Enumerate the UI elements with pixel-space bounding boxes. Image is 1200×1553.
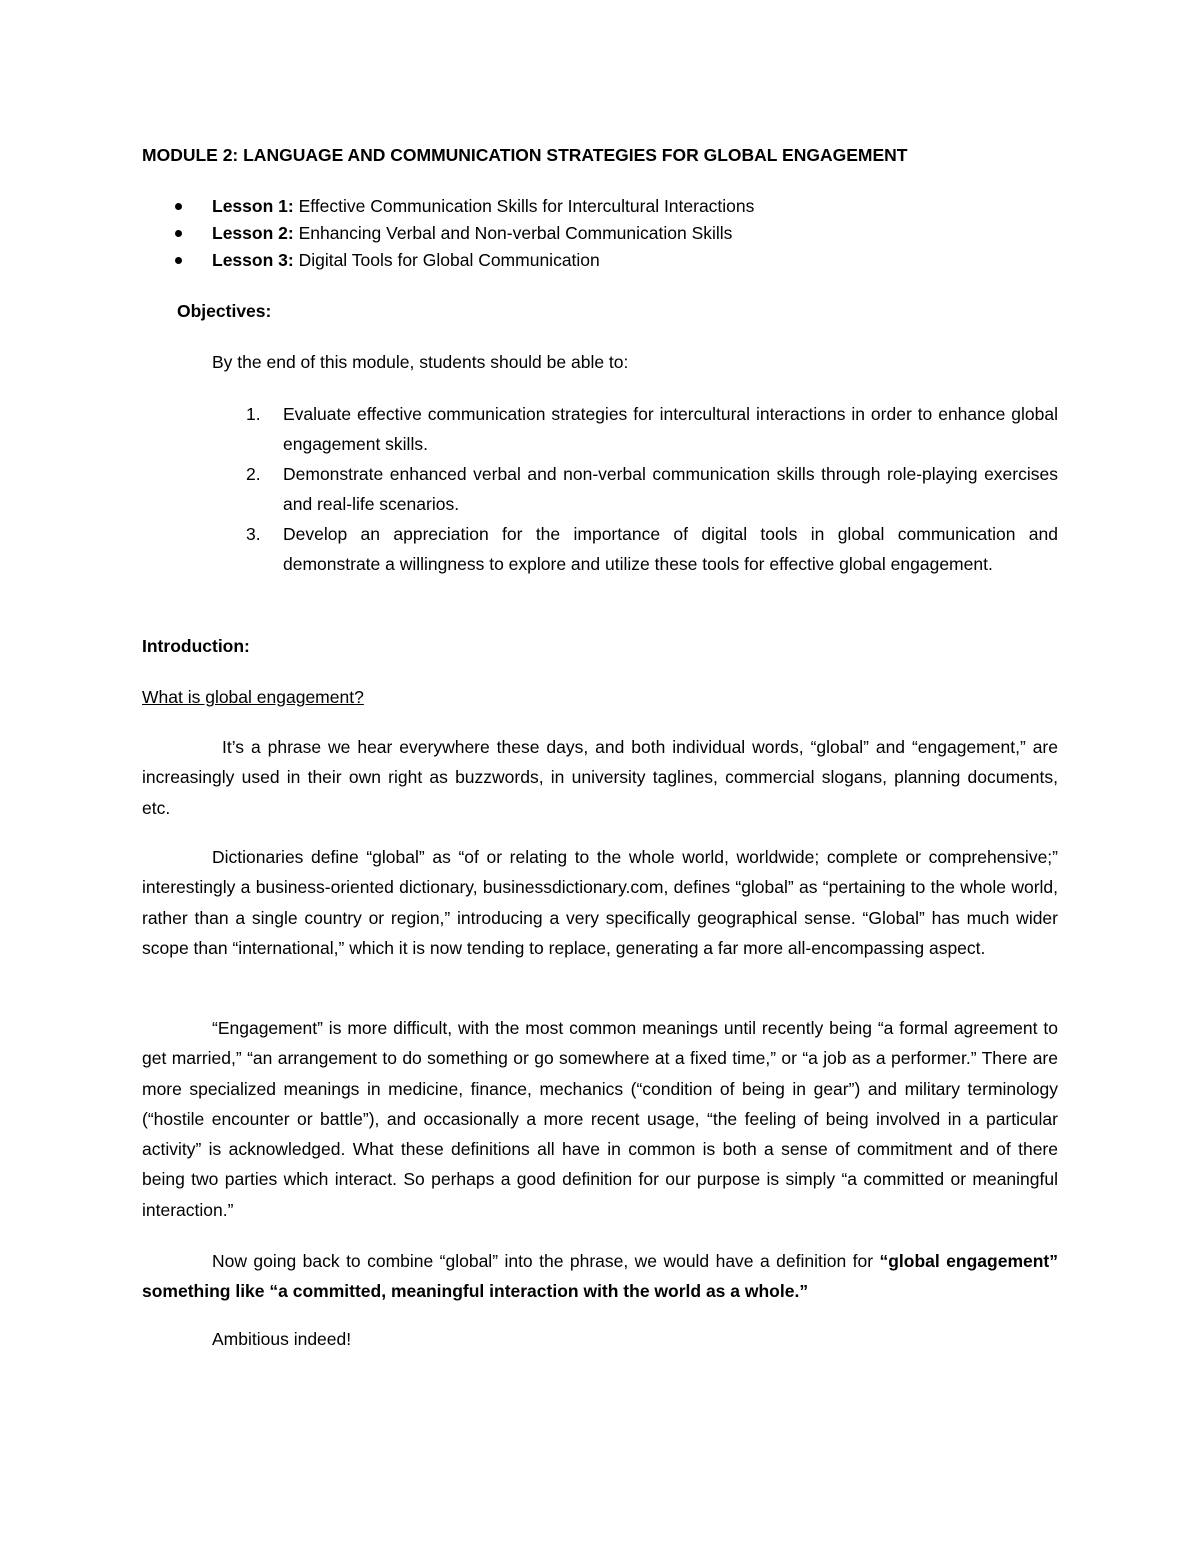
objective-item: [142, 399, 1058, 459]
paragraph-4-text: Now going back to combine “global” into the phrase, we would have a definition for: [212, 1251, 880, 1271]
lesson-item: [142, 247, 754, 274]
objective-text: Demonstrate enhanced verbal and non-verbal communication skills through role-playing exercises and real-life scenarios.: [283, 464, 1058, 514]
lesson-label: Lesson 1:: [212, 196, 294, 216]
section-question: What is global engagement?: [142, 687, 364, 707]
paragraph-2: Dictionaries define “global” as “of or relating to the whole world, worldwide; complete or comprehensive;” interestingly a business-oriented dictionary, businessdictionary.com, defines “global” as “pertaining to the whole world, rather than a single country or region,” introducing a very specifically geographical sense. “Global” has much wider scope than “international,” which it is now tending to replace, generating a far more all-encompassing aspect.: [142, 847, 1058, 958]
lesson-item: [142, 220, 754, 247]
objectives-list: [142, 399, 1058, 579]
lesson-title: Effective Communication Skills for Intercultural Interactions: [293, 196, 755, 216]
module-title: MODULE 2: LANGUAGE AND COMMUNICATION STRATEGIES FOR GLOBAL ENGAGEMENT: [142, 145, 908, 165]
lesson-label: Lesson 3:: [212, 250, 294, 270]
paragraph-4-emphasis: “global engagement” something like “a committed, meaningful interaction with the world as a whole.”: [142, 1251, 1058, 1302]
document-page: [142, 0, 1058, 1553]
paragraph-4: [142, 1246, 1058, 1307]
objective-item: [142, 459, 1058, 519]
objective-text: Develop an appreciation for the importance of digital tools in global communication and demonstrate a willingness to explore and utilize these tools for effective global engagement.: [283, 524, 1058, 574]
objective-item: [142, 519, 1058, 579]
objective-number: 2.: [246, 464, 261, 484]
objective-number: 3.: [246, 524, 261, 544]
bullet-icon: [175, 257, 182, 264]
objective-number: 1.: [246, 404, 261, 424]
lesson-title: Digital Tools for Global Communication: [293, 250, 600, 270]
introduction-heading: Introduction:: [142, 636, 250, 656]
lesson-label: Lesson 2:: [212, 223, 294, 243]
closing-line: Ambitious indeed!: [212, 1329, 352, 1349]
lesson-title: Enhancing Verbal and Non-verbal Communication Skills: [293, 223, 733, 243]
bullet-icon: [175, 230, 182, 237]
paragraph-3: “Engagement” is more difficult, with the most common meanings until recently being “a formal agreement to get married,” “an arrangement to do something or go somewhere at a fixed time,” or “a job as a performer.” There are more specialized meanings in medicine, finance, mechanics (“condition of being in gear”) and military terminology (“hostile encounter or battle”), and occasionally a more recent usage, “the feeling of being involved in a particular activity” is acknowledged. What these definitions all have in common is both a sense of commitment and of there being two parties which interact. So perhaps a good definition for our purpose is simply “a committed or meaningful interaction.”: [142, 1018, 1058, 1220]
lesson-list: [142, 193, 754, 274]
objectives-heading: Objectives:: [177, 301, 272, 321]
objectives-intro: By the end of this module, students should be able to:: [212, 352, 629, 372]
paragraph-1: It’s a phrase we hear everywhere these days, and both individual words, “global” and “engagement,” are increasingly used in their own right as buzzwords, in university taglines, commercial slogans, planning documents, etc.: [142, 737, 1058, 818]
bullet-icon: [175, 203, 182, 210]
lesson-item: [142, 193, 754, 220]
objective-text: Evaluate effective communication strategies for intercultural interactions in order to enhance global engagement skills.: [283, 404, 1058, 454]
